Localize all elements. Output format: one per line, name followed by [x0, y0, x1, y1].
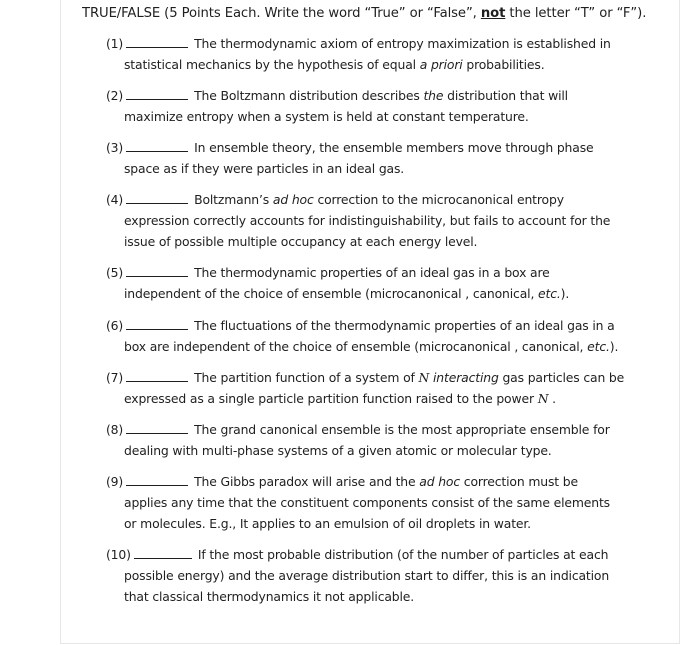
answer-blank-10[interactable]	[134, 547, 192, 559]
not-emphasis: not	[480, 6, 506, 21]
question-number: (6)	[106, 318, 124, 333]
answer-blank-3[interactable]	[126, 140, 188, 152]
question-number: (2)	[106, 88, 124, 103]
question-5: (5) The thermodynamic properties of an ideal gas in a box are independent of the choice of ensemble (microcanonical , canonical, etc.).	[106, 262, 626, 304]
instructions-heading: TRUE/FALSE (5 Points Each. Write the word “True” or “False”, not the letter “T” or “F”).	[82, 6, 647, 21]
question-number: (8)	[106, 422, 124, 437]
question-9: (9) The Gibbs paradox will arise and the ad hoc correction must be applies any time that the constituent components consist of the same elements or molecules. E.g., It applies to an emulsion of oil droplets in water.	[106, 471, 626, 534]
answer-blank-5[interactable]	[126, 265, 188, 277]
answer-blank-7[interactable]	[126, 370, 188, 382]
answer-blank-2[interactable]	[126, 88, 188, 100]
question-4: (4) Boltzmann’s ad hoc correction to the microcanonical entropy expression correctly accounts for indistinguishability, but fails to account for the issue of possible multiple occupancy at each energy level.	[106, 189, 626, 252]
question-number: (5)	[106, 265, 124, 280]
variable-n: N	[537, 391, 549, 406]
answer-blank-1[interactable]	[126, 36, 188, 48]
question-7: (7) The partition function of a system of N interacting gas particles can be expressed as a single particle partition function raised to the power N .	[106, 367, 626, 409]
question-number: (10)	[106, 547, 131, 562]
answer-blank-6[interactable]	[126, 318, 188, 330]
variable-n: N	[418, 370, 430, 385]
question-number: (1)	[106, 36, 124, 51]
question-number: (9)	[106, 474, 124, 489]
question-1: (1) The thermodynamic axiom of entropy maximization is established in statistical mechanics by the hypothesis of equal a priori probabilities.	[106, 33, 626, 75]
question-6: (6) The fluctuations of the thermodynamic properties of an ideal gas in a box are independent of the choice of ensemble (microcanonical , canonical, etc.).	[106, 315, 626, 357]
question-number: (4)	[106, 192, 124, 207]
question-8: (8) The grand canonical ensemble is the most appropriate ensemble for dealing with multi-phase systems of a given atomic or molecular type.	[106, 419, 626, 461]
answer-blank-9[interactable]	[126, 474, 188, 486]
question-2: (2) The Boltzmann distribution describes the distribution that will maximize entropy when a system is held at constant temperature.	[106, 85, 626, 127]
answer-blank-4[interactable]	[126, 192, 188, 204]
question-10: (10) If the most probable distribution (of the number of particles at each possible energy) and the average distribution start to differ, this is an indication that classical thermodynamics it not applicable.	[106, 544, 626, 607]
question-number: (3)	[106, 140, 124, 155]
question-number: (7)	[106, 370, 124, 385]
question-3: (3) In ensemble theory, the ensemble members move through phase space as if they were particles in an ideal gas.	[106, 137, 626, 179]
answer-blank-8[interactable]	[126, 422, 188, 434]
